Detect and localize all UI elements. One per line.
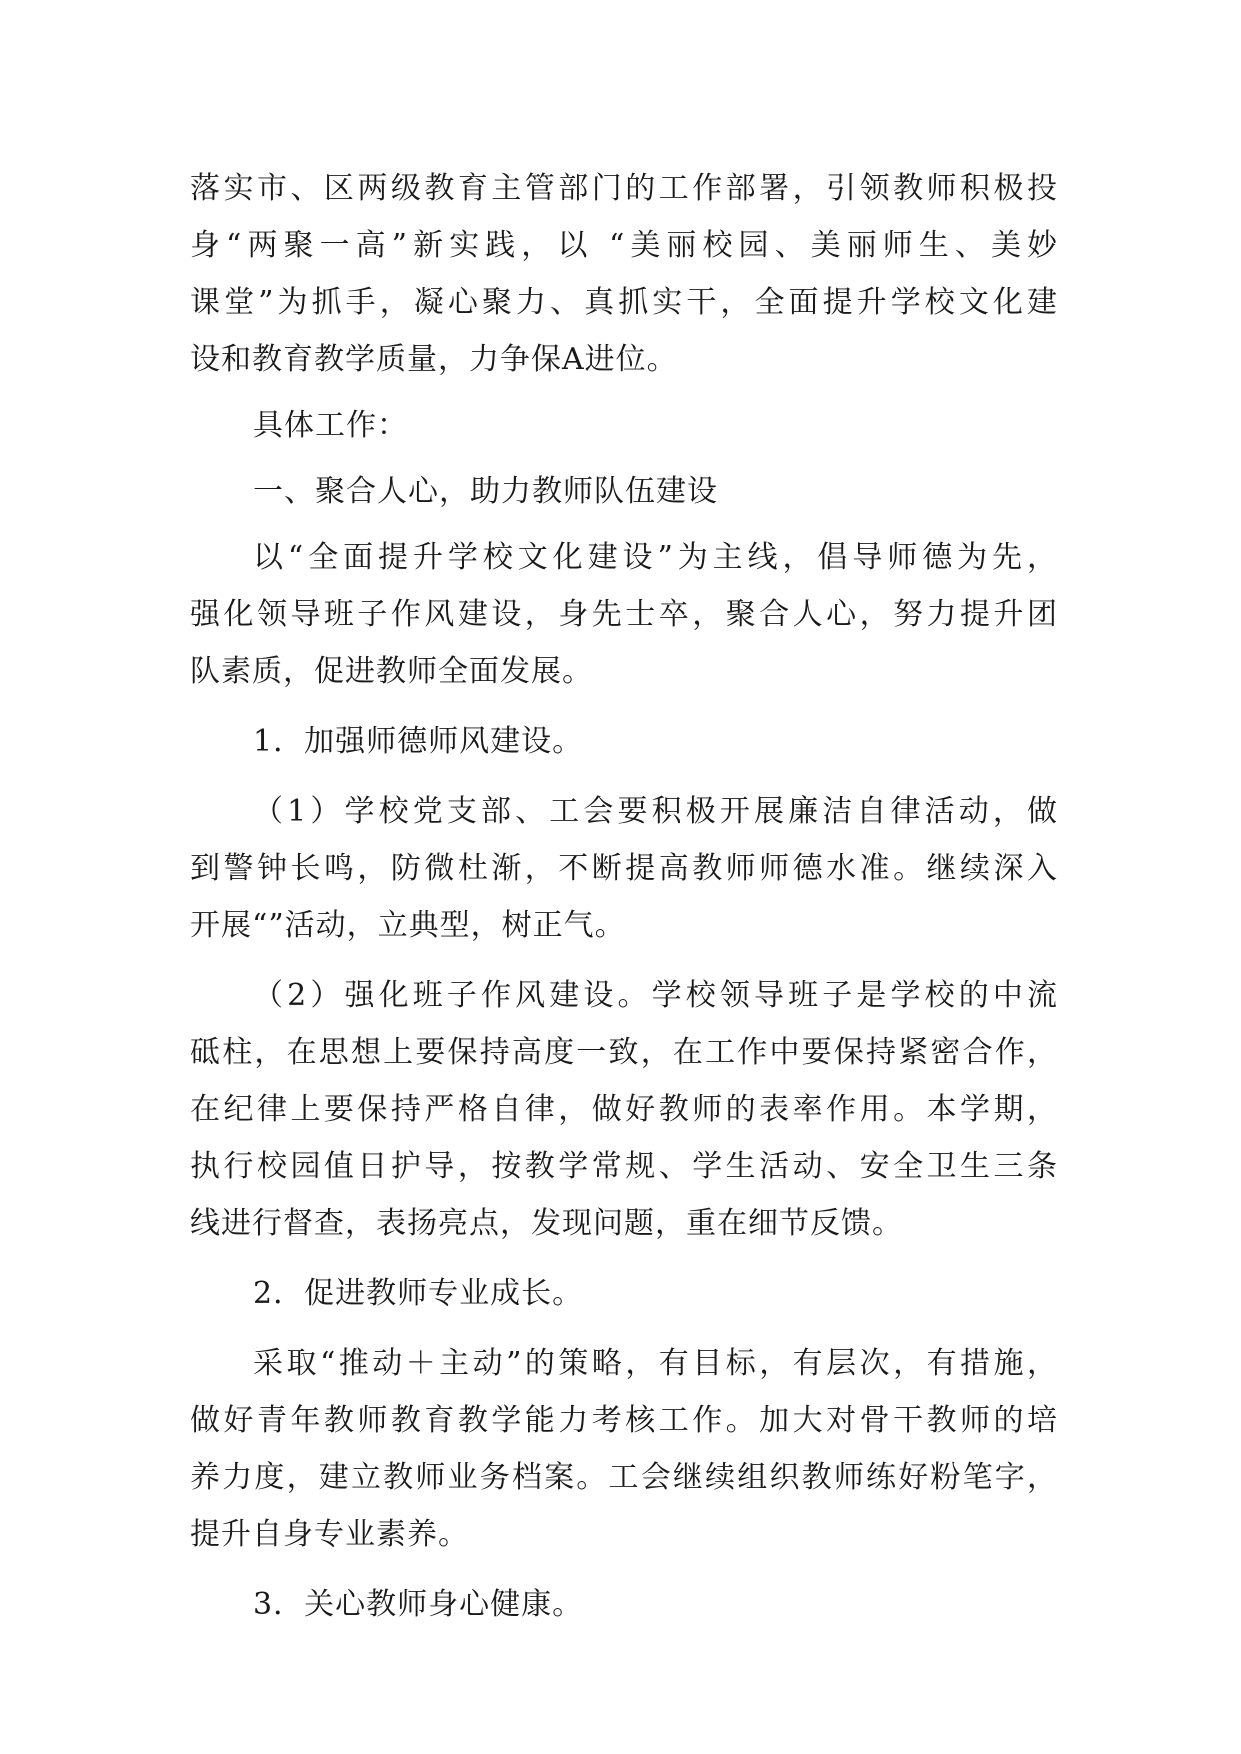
section-label: 具体工作： xyxy=(253,408,408,443)
subsection-heading: 2．促进教师专业成长。 xyxy=(253,1276,584,1311)
paragraph-line: 以“全面提升学校文化建设”为主线，倡导师德为先， xyxy=(253,540,1058,575)
paragraph-line: 身“两聚一高”新实践，以 “美丽校园、美丽师生、美妙 xyxy=(190,228,1058,263)
paragraph-line: 落实市、区两级教育主管部门的工作部署，引领教师积极投 xyxy=(190,171,1058,206)
paragraph-line: 到警钟长鸣，防微杜渐，不断提高教师师德水准。继续深入 xyxy=(190,851,1058,886)
paragraph-line: 提升自身专业素养。 xyxy=(190,1517,469,1552)
paragraph-line: 线进行督查，表扬亮点，发现问题，重在细节反馈。 xyxy=(190,1206,903,1241)
paragraph-line: 课堂”为抓手，凝心聚力、真抓实干，全面提升学校文化建 xyxy=(190,285,1058,320)
subsection-heading: 1．加强师德师风建设。 xyxy=(253,724,584,759)
paragraph-line: 采取“推动＋主动”的策略，有目标，有层次，有措施， xyxy=(253,1346,1058,1381)
paragraph-line: （2）强化班子作风建设。学校领导班子是学校的中流 xyxy=(253,978,1058,1013)
paragraph-line: 执行校园值日护导，按教学常规、学生活动、安全卫生三条 xyxy=(190,1149,1058,1184)
paragraph-line: （1）学校党支部、工会要积极开展廉洁自律活动，做 xyxy=(253,794,1058,829)
document-body xyxy=(190,160,1058,1633)
paragraph-line: 做好青年教师教育教学能力考核工作。加大对骨干教师的培 xyxy=(190,1403,1058,1438)
paragraph-line: 砥柱，在思想上要保持高度一致，在工作中要保持紧密合作， xyxy=(190,1035,1058,1070)
paragraph-line: 在纪律上要保持严格自律，做好教师的表率作用。本学期， xyxy=(190,1092,1058,1127)
paragraph-line: 设和教育教学质量，力争保A进位。 xyxy=(190,342,678,377)
paragraph-line: 队素质，促进教师全面发展。 xyxy=(190,654,593,689)
paragraph-line: 开展“”活动，立典型，树正气。 xyxy=(190,908,626,943)
subsection-heading: 3．关心教师身心健康。 xyxy=(253,1587,584,1622)
section-heading: 一、聚合人心，助力教师队伍建设 xyxy=(253,474,718,509)
paragraph-line: 强化领导班子作风建设，身先士卒，聚合人心，努力提升团 xyxy=(190,597,1058,632)
paragraph-line: 养力度，建立教师业务档案。工会继续组织教师练好粉笔字， xyxy=(190,1460,1058,1495)
